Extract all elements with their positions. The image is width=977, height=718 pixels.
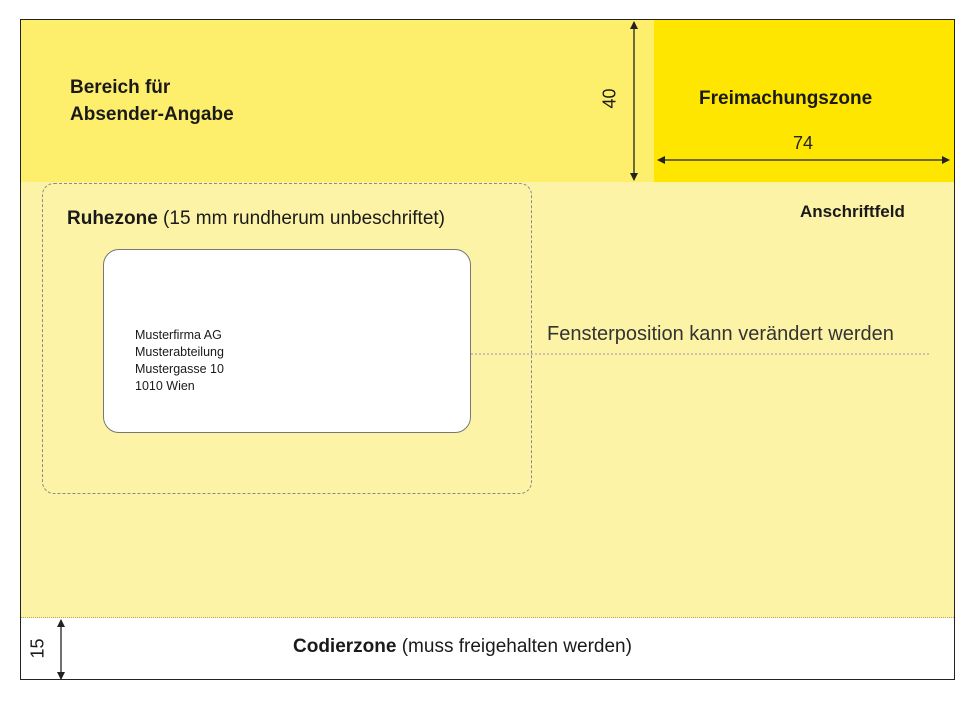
coding-zone-label-bold: Codierzone (293, 636, 397, 657)
quiet-zone-label-bold: Ruhezone (67, 208, 158, 229)
window-address-line: Musterfirma AG (135, 328, 222, 342)
window-address-line: Musterabteilung (135, 345, 224, 359)
window-position-note: Fensterposition kann verändert werden (547, 323, 894, 345)
sender-zone-label (70, 74, 330, 128)
stamp-zone-label: Freimachungszone (699, 88, 873, 109)
quiet-zone-label (67, 208, 445, 230)
coding-height-dimension: 15 (27, 638, 48, 659)
window-address-line: Mustergasse 10 (135, 362, 224, 376)
envelope-diagram (20, 19, 955, 680)
window-address-line: 1010 Wien (135, 379, 195, 393)
quiet-zone-label-rest: (15 mm rundherum unbeschriftet) (157, 208, 446, 229)
window-address-lines (135, 327, 224, 395)
stamp-width-dimension: 74 (793, 133, 814, 153)
sender-zone-label-line2: Absender-Angabe (70, 104, 234, 125)
sender-height-dimension: 40 (599, 88, 620, 109)
coding-zone-label (293, 636, 632, 658)
coding-zone-label-rest: (muss freigehalten werden) (396, 636, 632, 657)
sender-zone-label-line1: Bereich für (70, 77, 171, 98)
address-field-label: Anschriftfeld (800, 202, 905, 221)
